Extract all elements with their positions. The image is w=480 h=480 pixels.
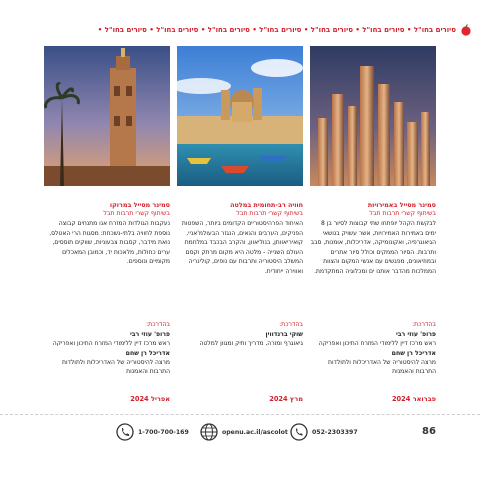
guide-name: שוקי ברנדווין — [265, 331, 303, 338]
contact-phone-right[interactable] — [290, 423, 358, 441]
guide-description-2: מרצה להיסטוריה של האדריכלות ולתולדות התרבות והאמנות — [328, 358, 436, 375]
guide-description: גיאוגרף ומורה, מדריך ותיק ומגוון למלטה — [199, 340, 303, 347]
tour-title: סמינר מסייל באמירויות — [367, 201, 436, 209]
page-number: 86 — [422, 426, 436, 437]
guide-block — [310, 320, 436, 377]
tour-title: סמינר מסייל במרוקו — [109, 201, 170, 209]
guide-description-2: מרצה להיסטוריה של האדריכלות ולתולדות התרבות והאמנות — [62, 358, 170, 375]
guide-label: בהדרכת: — [412, 321, 436, 328]
banner-text: סיורים בחו"ל • סיורים בחו"ל • סיורים בחו"ל • סיורים בחו"ל • סיורים בחו"ל • סיורים בחו"ל • סיורים בחו"ל • — [97, 26, 456, 34]
tour-date: פברואר 2024 — [391, 395, 436, 403]
tour-uae — [310, 46, 436, 416]
guide-label: בהדרכת: — [279, 321, 303, 328]
tour-title: חוויה רב-תחומית במלטה — [230, 201, 303, 209]
guide-name-2: אדריכל רן שחם — [391, 349, 436, 357]
guide-block — [44, 320, 170, 377]
top-banner — [0, 24, 480, 36]
footer — [0, 419, 480, 445]
tour-date: אפריל 2024 — [130, 395, 170, 403]
phone-number-right: 052-2303397 — [312, 428, 358, 436]
tour-morocco — [44, 46, 170, 416]
website-url: openu.ac.il/ascolot — [222, 428, 288, 436]
phone-number-left: 1-700-700-169 — [138, 428, 189, 436]
guide-block — [177, 320, 303, 349]
tour-malta — [177, 46, 303, 416]
whatsapp-icon — [290, 423, 308, 441]
phone-icon — [116, 423, 134, 441]
tours-columns — [44, 46, 436, 416]
guide-name-2: אדריכל רן שחם — [125, 349, 170, 357]
contact-phone-left[interactable] — [116, 423, 189, 441]
tour-date: מרץ 2024 — [269, 395, 303, 403]
tour-description: האיחוד הפרהיסטוריים הקדומים ביותר, השפטות הפניקים, הערבים והנאים, הנגזר הבעולמ'אניי, קואיריאוותן, בנוליאוון, והקרב הבכבד במלחמת העולם השנייה - מלטה היא מקום מרתק וקסם המשלב היסטוריה ותרבות עם נופים, קולינריה ואווירה ייחודית. — [181, 220, 303, 275]
guide-description: ראש מרכז דיין ללימודי המזרח התיכון ואפריקה — [318, 340, 436, 347]
malta-harbor-photo — [177, 46, 303, 186]
globe-icon — [200, 423, 218, 441]
contact-website[interactable] — [200, 423, 288, 441]
footer-divider — [0, 414, 480, 415]
tour-subtitle: בשיתוף קשרי תרבות תבל — [236, 210, 303, 217]
guide-name: פרופ' עוזי רבי — [129, 331, 170, 338]
tour-subtitle: בשיתוף קשרי תרבות תבל — [103, 210, 170, 217]
tour-subtitle: בשיתוף קשרי תרבות תבל — [369, 210, 436, 217]
tour-description: נעקבות הגולדות המזרח אנו מתנחים קבוצה נוספת לחוויה בלתי-נשכחת: מסגות הרי האטלס, נואת מידבר, קסבות צבעוניות, שווקים תוססים, ערים כחולות, מלאכות יד, וכמובן המאכלים מקומיים ונוספים. — [49, 220, 170, 266]
guide-description: ראש מרכז דיין ללימודי המזרח התיכון ואפריקה — [52, 340, 170, 347]
uae-skyline-photo — [310, 46, 436, 186]
morocco-mosque-photo — [44, 46, 170, 186]
apple-icon — [460, 24, 472, 36]
guide-name: פרופ' עוזי רבי — [395, 331, 436, 338]
tour-description: לבקשת הקהל יופתחו שתי קבוצות לסיור בן 8 ימים באמירות האמירויות, אשר עשויק בנושאי הגיאוגרפיה, ואקונומיקה, אדריכלות, אומנות, סבב ותרבות. הסיור הממקים וכולל סיור אתרים ובמוזיאונים, מפגשים עם אנשי המקום והצוות הממלכות מהדבר אותנו ים ומכלוגיה המתקדמת. — [310, 220, 436, 275]
guide-label: בהדרכת: — [146, 321, 170, 328]
